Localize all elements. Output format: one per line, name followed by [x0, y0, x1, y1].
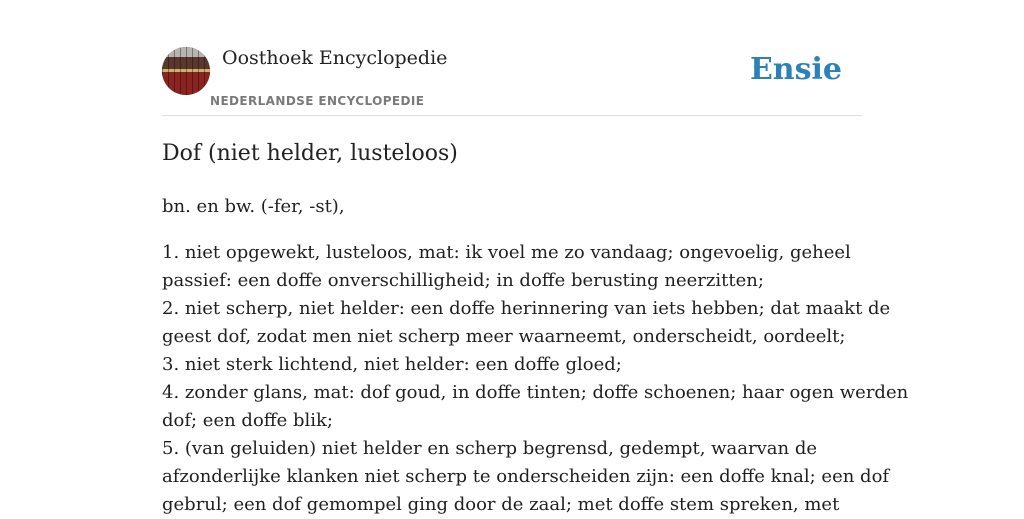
definition-line: 1. niet opgewekt, lusteloos, mat: ik voel me zo vandaag; ongevoelig, geheel: [162, 242, 851, 263]
grammar-note: bn. en bw. (-fer, -st),: [162, 196, 345, 217]
definition-line: geest dof, zodat men niet scherp meer waarneemt, onderscheidt, oordeelt;: [162, 326, 846, 347]
definition-line: 2. niet scherp, niet helder: een doffe herinnering van iets hebben; dat maakt de: [162, 298, 891, 319]
definition-line: 5. (van geluiden) niet helder en scherp begrensd, gedempt, waarvan de: [162, 438, 817, 459]
definition-line: 4. zonder glans, mat: dof goud, in doffe tinten; doffe schoenen; haar ogen werden: [162, 382, 909, 403]
header-divider: [162, 115, 862, 116]
definition-line: gebrul; een dof gemompel ging door de zaal; met doffe stem spreken, met: [162, 494, 840, 515]
definitions: [162, 239, 909, 519]
brand-logo-text[interactable]: Ensie: [749, 52, 842, 87]
definition-line: 3. niet sterk lichtend, niet helder: een doffe gloed;: [162, 354, 622, 375]
encyclopedia-books-icon[interactable]: [162, 47, 210, 95]
entry-title: Dof (niet helder, lusteloos): [162, 141, 458, 166]
definition-line: dof; een doffe blik;: [162, 410, 333, 431]
site-subtitle: NEDERLANDSE ENCYCLOPEDIE: [210, 94, 425, 108]
site-title[interactable]: Oosthoek Encyclopedie: [222, 47, 448, 69]
definition-line: passief: een doffe onverschilligheid; in doffe berusting neerzitten;: [162, 270, 764, 291]
definition-line: afzonderlijke klanken niet scherp te onderscheiden zijn: een doffe knal; een dof: [162, 466, 890, 487]
